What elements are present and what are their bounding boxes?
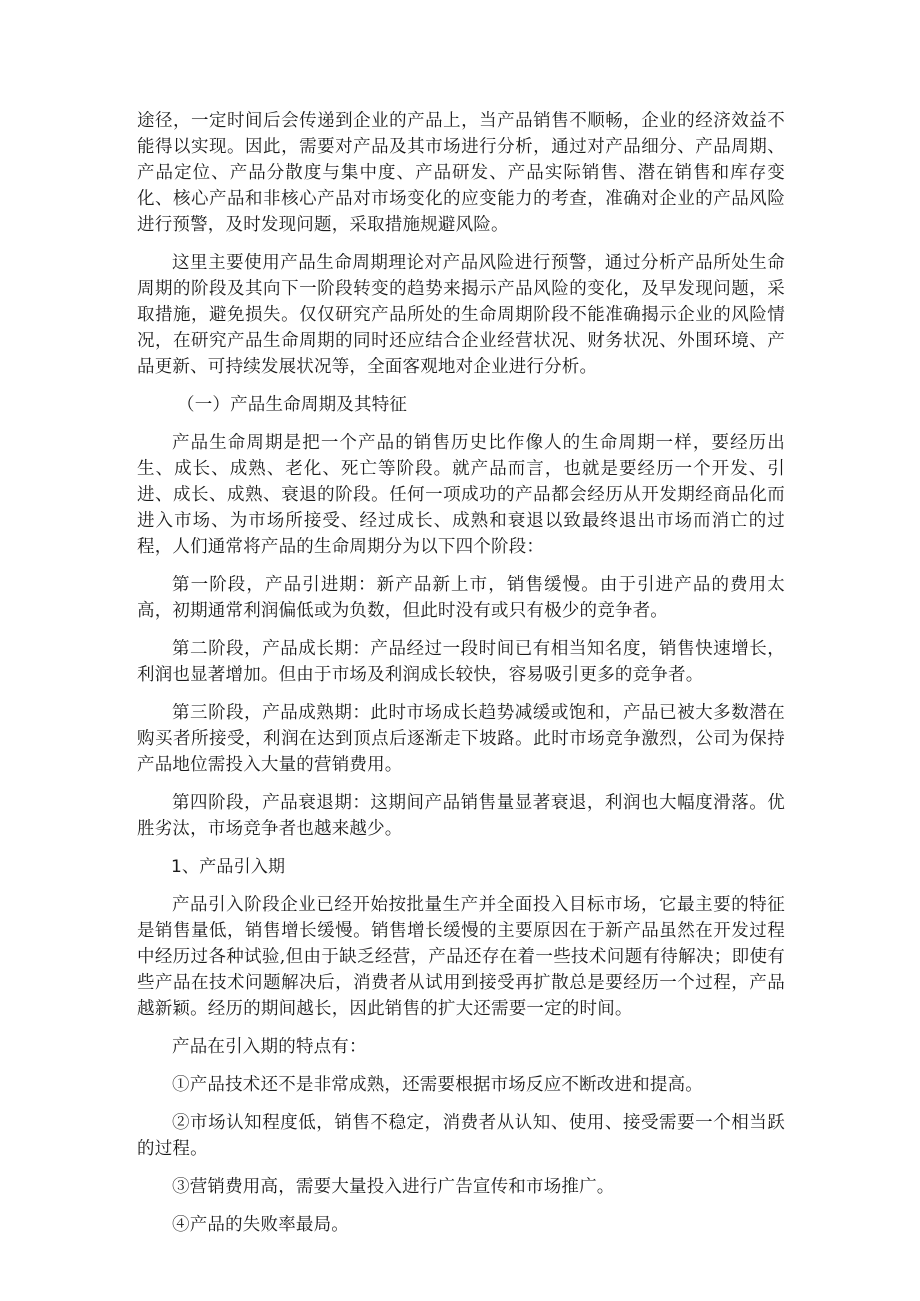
list-item-feature-1: ①产品技术还不是非常成熟，还需要根据市场反应不断改进和提高。	[172, 1075, 703, 1095]
paragraph-stage-two: 第二阶段，产品成长期：产品经过一段时间已有相当知名度，销售快速增长，利润也显著增加。但由于市场及利润成长较快，容易吸引更多的竞争者。	[137, 639, 785, 685]
list-item-feature-2: ②市场认知程度低，销售不稳定，消费者从认知、使用、接受需要一个相当跃的过程。	[137, 1113, 785, 1159]
paragraph-stage-four: 第四阶段，产品衰退期：这期间产品销售量显著衰退，利润也大幅度滑落。优胜劣汰，市场竞争者也越来越少。	[137, 793, 785, 839]
list-item-feature-3: ③营销费用高，需要大量投入进行广告宣传和市场推广。	[172, 1177, 615, 1197]
paragraph-stage-one: 第一阶段，产品引进期：新产品新上市，销售缓慢。由于引进产品的费用太高，初期通常利润偏低或为负数，但此时没有或只有极少的竞争者。	[137, 575, 785, 621]
paragraph-introduction-features-lead: 产品在引入期的特点有：	[172, 1037, 367, 1057]
paragraph-stage-three: 第三阶段，产品成熟期：此时市场成长趋势减缓或饱和，产品已被大多数潜在购买者所接受，利润在达到顶点后逐渐走下坡路。此时市场竞争激烈，公司为保持产品地位需投入大量的营销费用。	[137, 703, 785, 775]
paragraph-introduction-stage: 产品引入阶段企业已经开始按批量生产并全面投入目标市场，它最主要的特征是销售量低，销售增长缓慢。销售增长缓慢的主要原因在于新产品虽然在开发过程中经历过各种试验,但由于缺乏经营，产品还存在着一些技术问题有待解决；即使有些产品在技术问题解决后，消费者从试用到接受再扩散总是要经历一个过程，产品越新颖。经历的期间越长，因此销售的扩大还需要一定的时间。	[137, 895, 785, 1019]
section-heading-introduction: 1、产品引入期	[171, 857, 286, 877]
document-body	[137, 108, 785, 1250]
list-item-feature-4: ④产品的失败率最局。	[172, 1215, 349, 1235]
paragraph-lifecycle-approach: 这里主要使用产品生命周期理论对产品风险进行预警，通过分析产品所处生命周期的阶段及其向下一阶段转变的趋势来揭示产品风险的变化，及早发现问题，采取措施，避免损失。仅仅研究产品所处的生命周期阶段不能准确揭示企业的风险情况，在研究产品生命周期的同时还应结合企业经营状况、财务状况、外围环境、产品更新、可持续发展状况等，全面客观地对企业进行分析。	[137, 253, 785, 377]
section-heading-lifecycle: （一）产品生命周期及其特征	[177, 395, 408, 415]
paragraph-lifecycle-definition: 产品生命周期是把一个产品的销售历史比作像人的生命周期一样，要经历出生、成长、成熟、老化、死亡等阶段。就产品而言，也就是要经历一个开发、引进、成长、成熟、衰退的阶段。任何一项成功的产品都会经历从开发期经商品化而进入市场、为市场所接受、经过成长、成熟和衰退以致最终退出市场而消亡的过程，人们通常将产品的生命周期分为以下四个阶段：	[137, 433, 785, 557]
paragraph-intro-continuation: 途径，一定时间后会传递到企业的产品上，当产品销售不顺畅，企业的经济效益不能得以实现。因此，需要对产品及其市场进行分析，通过对产品细分、产品周期、产品定位、产品分散度与集中度、产品研发、产品实际销售、潜在销售和库存变化、核心产品和非核心产品对市场变化的应变能力的考查，准确对企业的产品风险进行预警，及时发现问题，采取措施规避风险。	[137, 111, 785, 235]
